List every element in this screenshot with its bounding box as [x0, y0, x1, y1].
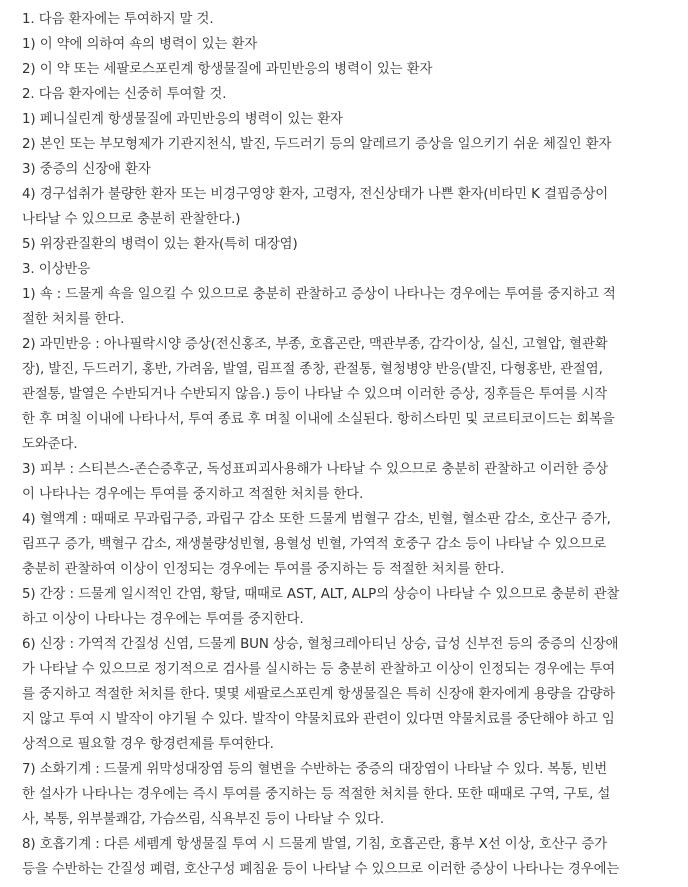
text-line: 사, 복통, 위부불쾌감, 가슴쓰림, 식욕부진 등이 나타날 수 있다.: [22, 812, 385, 827]
text-line: 4) 경구섭취가 불량한 환자 또는 비경구영양 환자, 고령자, 전신상태가 나쁜 환자(비타민 K 결핍증상이: [22, 187, 609, 202]
text-line: 이 나타나는 경우에는 투여를 중지하고 적절한 처치를 한다.: [22, 487, 364, 502]
text-line: 1) 쇽 : 드물게 쇽을 일으킬 수 있으므로 충분히 관찰하고 증상이 나타나는 경우에는 투여를 중지하고 적: [22, 287, 616, 302]
text-line: 2) 과민반응 : 아나필락시양 증상(전신홍조, 부종, 호흡곤란, 맥관부종, 감각이상, 실신, 고혈압, 혈관확: [22, 337, 608, 352]
text-line: 가 나타날 수 있으므로 정기적으로 검사를 실시하는 등 충분히 관찰하고 이상이 인정되는 경우에는 투여: [22, 662, 616, 677]
text-line: 림프구 증가, 백혈구 감소, 재생불량성빈혈, 용혈성 빈혈, 가역적 호중구 감소 등이 나타날 수 있으므로: [22, 537, 607, 552]
text-line: 8) 호흡기계 : 다른 세펨계 항생물질 투여 시 드물게 발열, 기침, 호흡곤란, 흉부 X선 이상, 호산구 증가: [22, 837, 608, 852]
text-line: 충분히 관찰하여 이상이 인정되는 경우에는 투여를 중지하는 등 적절한 처치를 한다.: [22, 562, 505, 577]
text-line: 1. 다음 환자에는 투여하지 말 것.: [22, 12, 214, 27]
text-line: 5) 위장관질환의 병력이 있는 환자(특히 대장염): [22, 237, 298, 252]
text-line: 4) 혈액계 : 때때로 무과립구증, 과립구 감소 또한 드물게 범혈구 감소, 빈혈, 혈소판 감소, 호산구 증가,: [22, 512, 611, 527]
text-line: 2. 다음 환자에는 신중히 투여할 것.: [22, 87, 227, 102]
text-line: 절한 처치를 한다.: [22, 312, 125, 327]
text-line: 한 설사가 나타나는 경우에는 즉시 투여를 중지하는 등 적절한 처치를 한다. 또한 때때로 구역, 구토, 설: [22, 787, 611, 802]
text-line: 5) 간장 : 드물게 일시적인 간염, 황달, 때때로 AST, ALT, ALP의 상승이 나타날 수 있으므로 충분히 관찰: [22, 587, 620, 602]
text-line: 3) 피부 : 스티븐스-존슨증후군, 독성표피괴사용해가 나타날 수 있으므로 충분히 관찰하고 이러한 증상: [22, 462, 608, 477]
text-line: 6) 신장 : 가역적 간질성 신염, 드물게 BUN 상승, 혈청크레아티닌 상승, 급성 신부전 등의 중증의 신장애: [22, 637, 619, 652]
text-line: 2) 이 약 또는 세팔로스포린계 항생물질에 과민반응의 병력이 있는 환자: [22, 62, 433, 77]
text-line: 도와준다.: [22, 437, 78, 452]
text-line: 를 중지하고 적절한 처치를 한다. 몇몇 세팔로스포린계 항생물질은 특히 신장애 환자에게 용량을 감량하: [22, 687, 616, 702]
text-line: 등을 수반하는 간질성 폐렴, 호산구성 폐침윤 등이 나타날 수 있으므로 이러한 증상이 나타나는 경우에는: [22, 862, 620, 877]
text-line: 2) 본인 또는 부모형제가 기관지천식, 발진, 두드러기 등의 알레르기 증상을 일으키기 쉬운 체질인 환자: [22, 137, 612, 152]
text-line: 관절통, 발열은 수반되거나 수반되지 않음.) 등이 나타날 수 있으며 이러한 증상, 징후들은 투여를 시작: [22, 387, 608, 402]
text-line: 7) 소화기계 : 드물게 위막성대장염 등의 혈변을 수반하는 중증의 대장염이 나타날 수 있다. 복통, 빈번: [22, 762, 608, 777]
text-line: 3) 중증의 신장애 환자: [22, 162, 151, 177]
text-line: 상적으로 필요할 경우 항경련제를 투여한다.: [22, 737, 274, 752]
text-line: 지 않고 투여 시 발작이 야기될 수 있다. 발작이 약물치료와 관련이 있다면 약물치료를 중단해야 하고 임: [22, 712, 615, 727]
text-line: 하고 이상이 나타나는 경우에는 투여를 중지한다.: [22, 612, 304, 627]
text-line: 나타날 수 있으므로 충분히 관찰한다.): [22, 212, 241, 227]
text-line: 장), 발진, 두드러기, 홍반, 가려움, 발열, 림프절 종창, 관절통, 혈청병양 반응(발진, 다형홍반, 관절염,: [22, 362, 603, 377]
text-line: 3. 이상반응: [22, 262, 91, 277]
text-line: 1) 페니실린계 항생물질에 과민반응의 병력이 있는 환자: [22, 112, 343, 127]
text-line: 한 후 며칠 이내에 나타나서, 투여 종료 후 며칠 이내에 소실된다. 항히스타민 및 코르티코이드는 회복을: [22, 412, 615, 427]
text-line: 1) 이 약에 의하여 쇽의 병력이 있는 환자: [22, 37, 258, 52]
